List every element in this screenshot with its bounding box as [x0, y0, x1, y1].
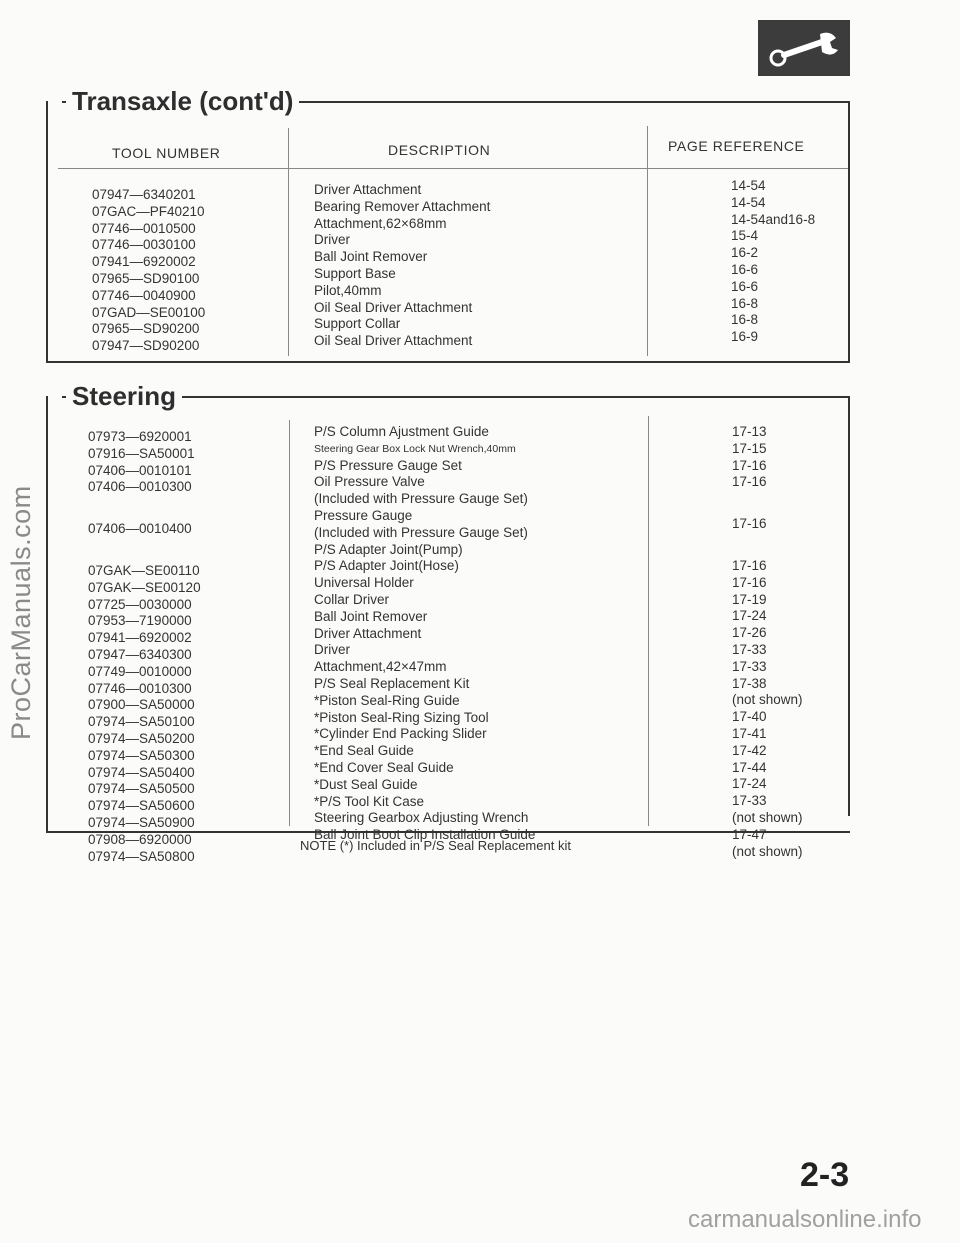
list-item: Driver — [314, 232, 350, 248]
list-item: 07GAK—SE00110 — [88, 562, 200, 578]
list-item: 07974—SA50800 — [88, 848, 195, 864]
page-number: 2-3 — [800, 1156, 850, 1194]
list-item: 07406—0010400 — [88, 521, 192, 537]
list-item: 17-38 — [732, 675, 767, 691]
list-item: 07974—SA50300 — [88, 747, 195, 763]
list-item: 07953—7190000 — [88, 613, 192, 629]
list-item: *Cylinder End Packing Slider — [314, 726, 487, 742]
list-item: (not shown) — [732, 843, 803, 859]
description-header: DESCRIPTION — [388, 142, 491, 158]
list-item: (not shown) — [732, 809, 803, 825]
list-item: 07916—SA50001 — [88, 445, 195, 461]
list-item: P/S Adapter Joint(Pump) — [314, 541, 463, 557]
list-item: (not shown) — [732, 692, 803, 708]
list-item: 07974—SA50500 — [88, 781, 195, 797]
steering-note: NOTE (*) Included in P/S Seal Replacement kit — [300, 838, 571, 853]
list-item: Driver — [314, 642, 350, 658]
list-item: 07965—SD90100 — [92, 270, 200, 286]
list-item: 17-16 — [732, 474, 767, 490]
list-item: 07749—0010000 — [88, 663, 192, 679]
list-item: (Included with Pressure Gauge Set) — [314, 524, 528, 540]
list-item: 17-16 — [732, 457, 767, 473]
list-item: 07947—6340201 — [92, 187, 196, 202]
list-item: P/S Adapter Joint(Hose) — [314, 558, 459, 574]
list-item: 17-40 — [732, 709, 767, 725]
steering-description-list — [314, 424, 535, 844]
list-item: 07GAC—PF40210 — [92, 203, 205, 219]
list-item: 14-54 — [731, 178, 766, 193]
list-item: 17-42 — [732, 742, 767, 758]
list-item: 07974—SA50200 — [88, 730, 195, 746]
list-item: 17-33 — [732, 641, 767, 657]
list-item: 07974—SA50100 — [88, 714, 195, 730]
list-item: 16-6 — [731, 278, 759, 294]
list-item: 17-15 — [732, 440, 767, 456]
list-item: 16-2 — [731, 245, 759, 261]
page-reference-header: PAGE REFERENCE — [668, 138, 805, 154]
list-item: 17-16 — [732, 516, 767, 532]
list-item: Ball Joint Remover — [314, 608, 428, 624]
wrench-logo-icon — [758, 20, 850, 76]
transaxle-page-ref-list — [731, 178, 815, 346]
list-item: 17-19 — [732, 591, 767, 607]
transaxle-title: Transaxle (cont'd) — [66, 86, 299, 117]
list-item: 07974—SA50600 — [88, 798, 195, 814]
list-item: 17-24 — [732, 776, 767, 792]
list-item: 16-6 — [731, 261, 759, 277]
list-item: 17-26 — [732, 625, 767, 641]
list-item: 17-41 — [732, 725, 767, 741]
list-item: 17-16 — [732, 557, 767, 573]
list-item: 16-9 — [731, 329, 759, 345]
list-item: *End Cover Seal Guide — [314, 759, 454, 775]
list-item: 07746—0010500 — [92, 220, 196, 236]
list-item: 17-44 — [732, 759, 767, 775]
list-item: 07941—6920002 — [92, 254, 196, 270]
list-item: Attachment,42×47mm — [314, 659, 447, 675]
list-item: (Included with Pressure Gauge Set) — [314, 491, 528, 507]
list-item: Collar Driver — [314, 591, 390, 607]
list-item: 07900—SA50000 — [88, 697, 195, 713]
list-item: 07974—SA50900 — [88, 814, 195, 830]
list-item: 07941—6920002 — [88, 630, 192, 646]
list-item: *End Seal Guide — [314, 743, 414, 759]
list-item: Ball Joint Remover — [314, 249, 428, 265]
list-item: *Piston Seal-Ring Sizing Tool — [314, 709, 489, 725]
list-item: Driver Attachment — [314, 182, 422, 197]
list-item: 17-13 — [732, 424, 767, 439]
list-item: Driver Attachment — [314, 625, 422, 641]
list-item: 17-16 — [732, 574, 767, 590]
footer-watermark: carmanualsonline.info — [688, 1206, 922, 1233]
list-item: Support Base — [314, 265, 396, 281]
transaxle-tool-number-list — [92, 187, 205, 355]
list-item: Ball Joint Boot Clip Installation Guide — [314, 827, 536, 843]
tool-number-header: TOOL NUMBER — [112, 145, 221, 161]
list-item: 07GAK—SE00120 — [88, 579, 201, 595]
list-item: 16-8 — [731, 312, 759, 328]
list-item: P/S Column Ajustment Guide — [314, 424, 489, 439]
list-item: 15-4 — [731, 228, 759, 244]
list-item: 17-33 — [732, 793, 767, 809]
list-item: 14-54 — [731, 194, 766, 210]
list-item: 07908—6920000 — [88, 831, 192, 847]
list-item: 17-33 — [732, 658, 767, 674]
list-item: 14-54and16-8 — [731, 211, 816, 227]
list-item: 16-8 — [731, 295, 759, 311]
list-item: 07974—SA50400 — [88, 764, 195, 780]
list-item: Bearing Remover Attachment — [314, 198, 491, 214]
list-item: 07725—0030000 — [88, 596, 192, 612]
list-item: 17-47 — [732, 826, 767, 842]
list-item: 07947—SD90200 — [92, 338, 200, 354]
list-item: P/S Seal Replacement Kit — [314, 675, 470, 691]
transaxle-description-list — [314, 182, 490, 350]
list-item: 07947—6340300 — [88, 646, 192, 662]
steering-tool-number-list — [88, 429, 201, 865]
list-item: Pressure Gauge — [314, 507, 413, 523]
list-item: *Piston Seal-Ring Guide — [314, 692, 460, 708]
list-item: 07406—0010300 — [88, 479, 192, 495]
list-item: Oil Seal Driver Attachment — [314, 333, 473, 349]
list-item: Oil Pressure Valve — [314, 474, 425, 490]
list-item: *P/S Tool Kit Case — [314, 793, 425, 809]
list-item: 07746—0030100 — [92, 237, 196, 253]
list-item: P/S Pressure Gauge Set — [314, 457, 462, 473]
list-item: Pilot,40mm — [314, 282, 382, 298]
list-item: 07GAD—SE00100 — [92, 304, 206, 320]
list-item: 07746—0010300 — [88, 680, 192, 696]
list-item: Steering Gear Box Lock Nut Wrench,40mm — [314, 442, 516, 455]
list-item: Steering Gearbox Adjusting Wrench — [314, 810, 529, 826]
list-item: Universal Holder — [314, 575, 414, 591]
list-item: 07746—0040900 — [92, 287, 196, 303]
list-item: Support Collar — [314, 316, 401, 332]
list-item: 07973—6920001 — [88, 429, 192, 444]
list-item: Oil Seal Driver Attachment — [314, 299, 473, 315]
list-item: Attachment,62×68mm — [314, 215, 447, 231]
list-item: 17-24 — [732, 608, 767, 624]
list-item: 07965—SD90200 — [92, 321, 200, 337]
list-item: 07406—0010101 — [88, 462, 192, 478]
steering-title: Steering — [66, 381, 182, 412]
list-item: *Dust Seal Guide — [314, 776, 418, 792]
steering-page-ref-list — [732, 424, 803, 860]
